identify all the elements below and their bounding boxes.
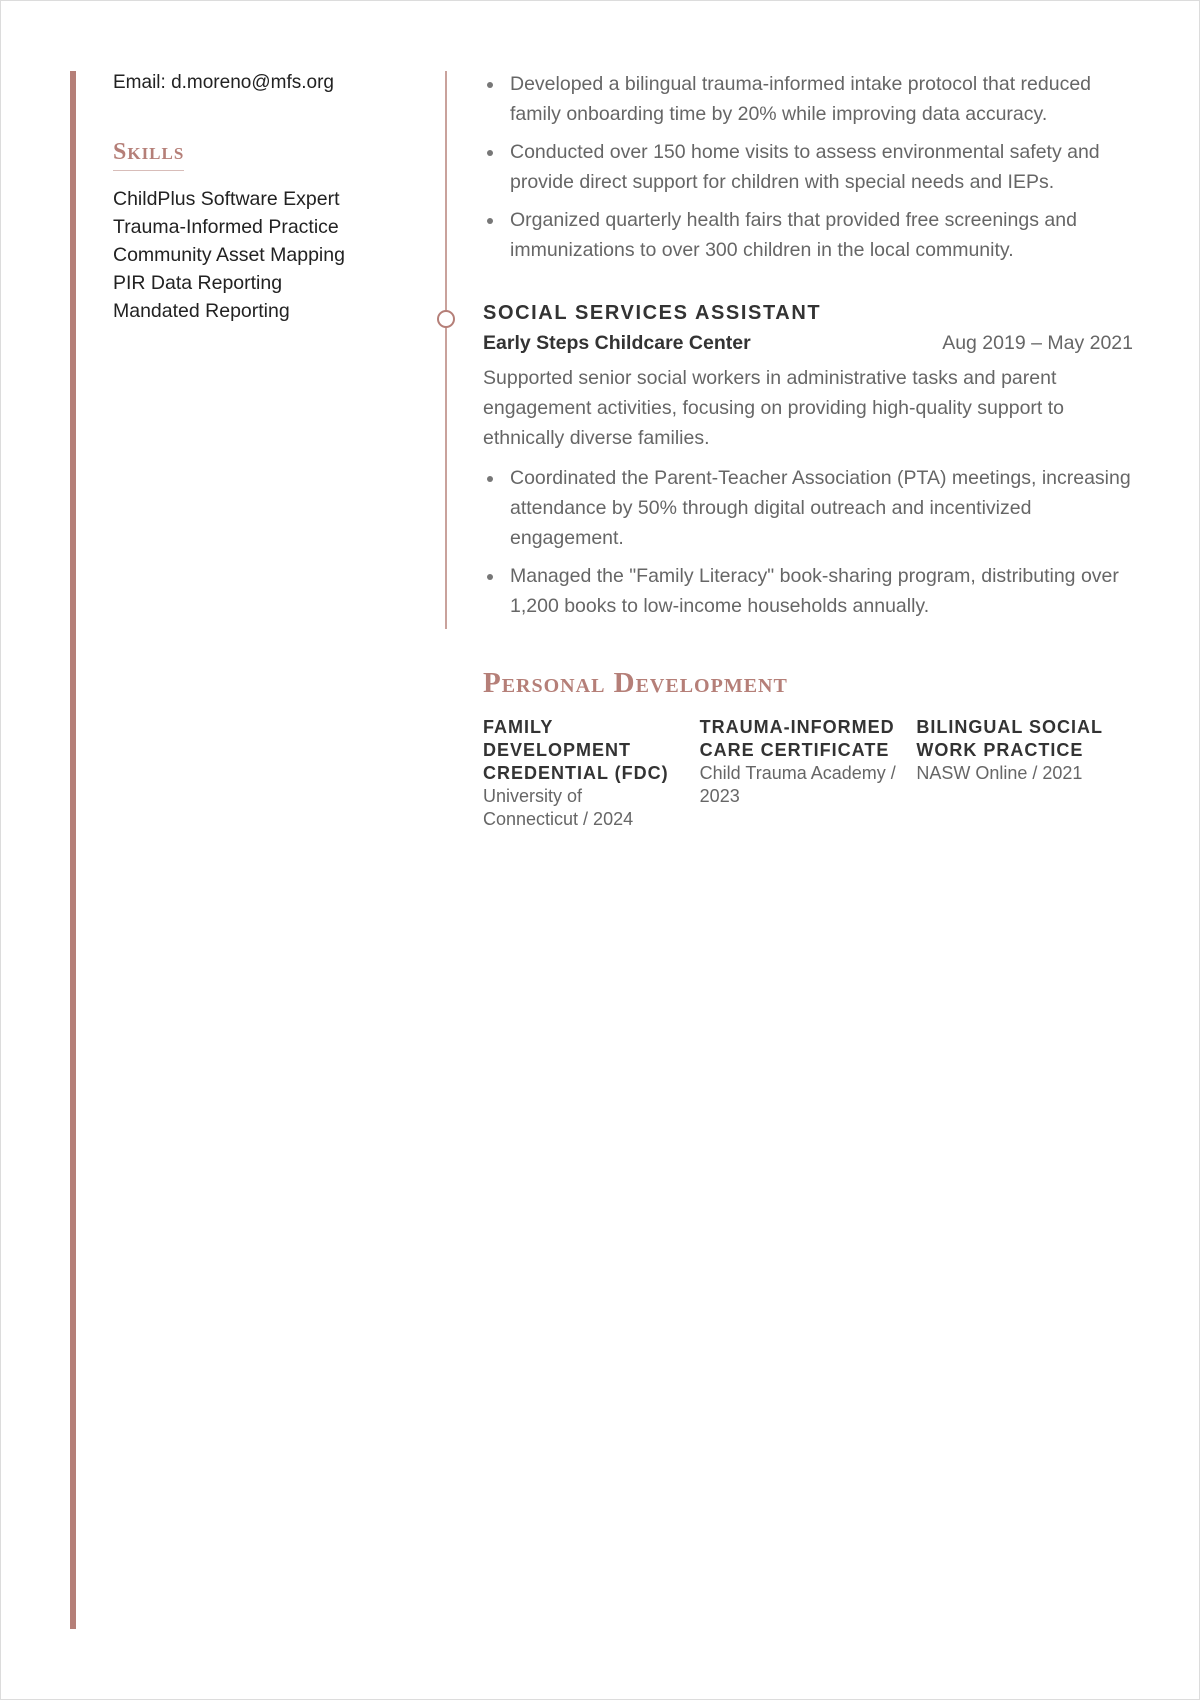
job-meta-row	[483, 329, 1133, 357]
skill-item: PIR Data Reporting	[113, 272, 283, 294]
bullet-item: Developed a bilingual trauma-informed intake protocol that reduced family onboarding time by 20% while improving data accuracy.	[483, 69, 1133, 129]
credential-meta: Child Trauma Academy / 2023	[699, 763, 896, 806]
job-title: SOCIAL SERVICES ASSISTANT	[483, 302, 822, 324]
bullet-item: Conducted over 150 home visits to assess environmental safety and provide direct support for children with special needs and IEPs.	[483, 137, 1133, 197]
credential-item	[916, 716, 1133, 831]
bullet-item: Organized quarterly health fairs that provided free screenings and immunizations to over 300 children in the local community.	[483, 205, 1133, 265]
timeline-line	[445, 71, 447, 629]
previous-job-bullets	[483, 69, 1133, 265]
skill-item: Mandated Reporting	[113, 300, 290, 322]
contact-email: Email: d.moreno@mfs.org	[113, 72, 334, 93]
bullet-item: Managed the "Family Literacy" book-sharing program, distributing over 1,200 books to low-income households annually.	[483, 561, 1133, 621]
timeline-marker	[437, 310, 455, 328]
credential-name: TRAUMA-INFORMED CARE CERTIFICATE	[699, 717, 895, 760]
credential-item	[700, 716, 917, 831]
personal-development-grid	[483, 716, 1133, 831]
bullet-item: Coordinated the Parent-Teacher Association (PTA) meetings, increasing attendance by 50% through digital outreach and incentivized engagement.	[483, 463, 1133, 553]
job-dates: Aug 2019 – May 2021	[942, 332, 1133, 354]
credential-item	[483, 716, 700, 831]
personal-development-heading: Personal Development	[483, 667, 788, 699]
accent-bar	[70, 71, 76, 1629]
job-entry	[483, 299, 1133, 621]
job-description: Supported senior social workers in administrative tasks and parent engagement activities, focusing on providing high-quality support to ethnically diverse families.	[483, 367, 1065, 449]
company-name: Early Steps Childcare Center	[483, 332, 751, 354]
skills-list	[113, 185, 433, 325]
sidebar	[113, 69, 433, 325]
skill-item: Trauma-Informed Practice	[113, 216, 339, 238]
skills-heading: Skills	[113, 139, 184, 171]
credential-meta: University of Connecticut / 2024	[483, 786, 634, 829]
credential-meta: NASW Online / 2021	[916, 763, 1083, 783]
job-bullets	[483, 463, 1133, 621]
credential-name: FAMILY DEVELOPMENT CREDENTIAL (FDC)	[483, 717, 669, 783]
main-content	[483, 69, 1133, 831]
credential-name: BILINGUAL SOCIAL WORK PRACTICE	[916, 717, 1103, 760]
skill-item: ChildPlus Software Expert	[113, 188, 340, 210]
skill-item: Community Asset Mapping	[113, 244, 345, 266]
